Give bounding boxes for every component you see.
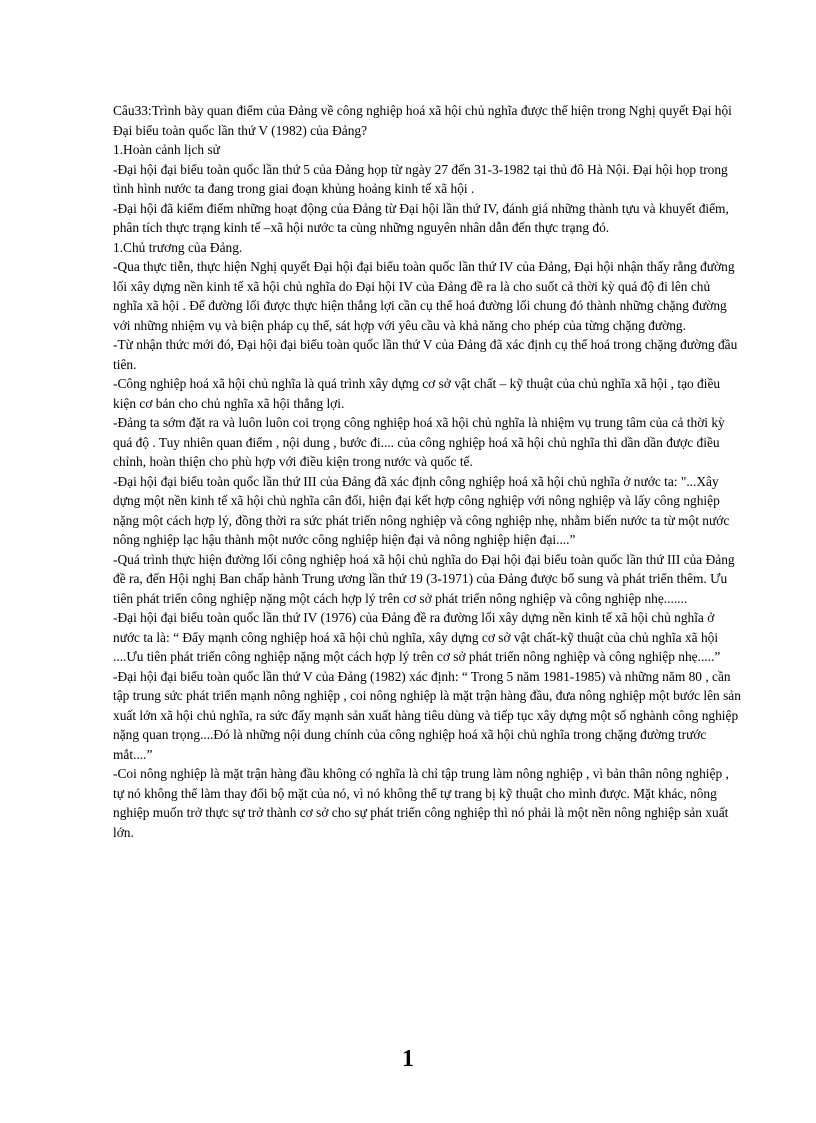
section-heading-party-policy: 1.Chủ trương của Đảng. — [113, 239, 243, 255]
paragraph: -Công nghiệp hoá xã hội chủ nghĩa là quá trình xây dựng cơ sở vật chất – kỹ thuật của chủ nghĩa xã hội , tạo điều kiện cơ bản cho chủ nghĩa xã hội thắng lợi. — [113, 376, 721, 411]
page-number: 1 — [402, 1046, 414, 1072]
paragraph: -Đại hội đại biểu toàn quốc lần thứ IV (1976) của Đảng đề ra đường lối xây dựng nền kinh tế xã hội chủ nghĩa ở nước ta là: “ Đẩy mạnh công nghiệp hoá xã hội chủ nghĩa, xây dựng cơ sở vật chất-kỹ thuật của chủ nghĩa xã hội ....Ưu tiên phát triển công nghiệp nặng một cách hợp lý trên cơ sở phát triển nông nghiệp và công nghiệp nhẹ.....” — [113, 610, 721, 664]
paragraph: -Đại hội đại biểu toàn quốc lần thứ 5 của Đảng họp từ ngày 27 đến 31-3-1982 tại thủ đô Hà Nội. Đại hội họp trong tình hình nước ta đang trong giai đoạn khủng hoảng kinh tế xã hội . — [113, 161, 728, 196]
paragraph: -Đại hội đại biểu toàn quốc lần thứ III của Đảng đã xác định công nghiệp hoá xã hội chủ nghĩa ở nước ta: "...Xây dựng một nền kinh tế xã hội chủ nghĩa cân đối, hiện đại kết hợp công nghiệp với nông nghiệp và lấy công nghiệp nặng một cách hợp lý, đồng thời ra sức phát triển nông nghiệp và công nghiệp nhẹ, nhằm biến nước ta từ một nước nông nghiệp lạc hậu thành một nước công nghiệp hiện đại và nông nghiệp hiện đại....” — [113, 473, 730, 547]
paragraph: -Coi nông nghiệp là mặt trận hàng đầu không có nghĩa là chỉ tập trung làm nông nghiệp , vì bản thân nông nghiệp , tự nó không thể làm thay đổi bộ mặt của nó, vì nó không thể tự trang bị kỹ thuật cho mình được. Mặt khác, nông nghiệp muốn trở thực sự trở thành cơ sở cho sự phát triển công nghiệp thì nó phải là một nền nông nghiệp sản xuất lớn. — [113, 766, 729, 840]
question-heading: Câu33:Trình bày quan điểm của Đảng về công nghiệp hoá xã hội chủ nghĩa được thể hiện trong Nghị quyết Đại hội Đại biểu toàn quốc lần thứ V (1982) của Đảng? — [113, 103, 732, 138]
paragraph: -Đảng ta sớm đặt ra và luôn luôn coi trọng công nghiệp hoá xã hội chủ nghĩa là nhiệm vụ trung tâm của cả thời kỳ quá độ . Tuy nhiên quan điểm , nội dung , bước đi.... của công nghiệp hoá xã hội chủ nghĩa thì dần dần được điều chỉnh, hoàn thiện cho phù hợp với điều kiện trong nước và quốc tế. — [113, 415, 725, 469]
paragraph: -Quá trình thực hiện đường lối công nghiệp hoá xã hội chủ nghĩa do Đại hội đại biểu toàn quốc lần thứ III của Đảng đề ra, đến Hội nghị Ban chấp hành Trung ương lần thứ 19 (3-1971) của Đảng được bổ sung và phát triển thêm. Ưu tiên phát triển công nghiệp nặng một cách hợp lý trên cơ sở phát triển nông nghiệp và công nghiệp nhẹ....... — [113, 551, 735, 606]
document-body — [113, 101, 743, 842]
section-heading-historical-context: 1.Hoàn cảnh lịch sử — [113, 142, 220, 157]
paragraph: -Từ nhận thức mới đó, Đại hội đại biểu toàn quốc lần thứ V của Đảng đã xác định cụ thể hoá trong chặng đường đầu tiên. — [113, 337, 738, 372]
paragraph: -Đại hội đại biểu toàn quốc lần thứ V của Đảng (1982) xác định: “ Trong 5 năm 1981-1985) và những năm 80 , cần tập trung sức phát triển mạnh nông nghiệp , coi nông nghiệp là mặt trận hàng đầu, đưa nông nghiệp một bước lên sản xuất lớn xã hội chủ nghĩa, ra sức đẩy mạnh sản xuất hàng tiêu dùng và tiếp tục xây dựng một số nghành công nghiệp nặng quan trọng....Đó là những nội dung chính của công nghiệp hoá xã hội chủ nghĩa trong chặng đường trước mắt....” — [113, 668, 741, 762]
paragraph: -Qua thực tiễn, thực hiện Nghị quyết Đại hội đại biểu toàn quốc lần thứ IV của Đảng, Đại hội nhận thấy rằng đường lối xây dựng nền kinh tế xã hội chủ nghĩa do Đại hội IV của Đảng đề ra là cho suốt cả thời kỳ quá độ đi lên chủ nghĩa xã hội . Để đường lối được thực hiện thắng lợi cần cụ thể hoá đường lối chung đó thành những chặng đường với những nhiệm vụ và biện pháp cụ thể, sát hợp với yêu cầu và khả năng cho phép của từng chặng đường. — [113, 259, 735, 333]
paragraph: -Đại hội đã kiểm điểm những hoạt động của Đảng từ Đại hội lần thứ IV, đánh giá những thành tựu và khuyết điểm, phân tích thực trạng kinh tế –xã hội nước ta cùng những nguyên nhân dẫn đến thực trạng đó. — [113, 200, 729, 235]
